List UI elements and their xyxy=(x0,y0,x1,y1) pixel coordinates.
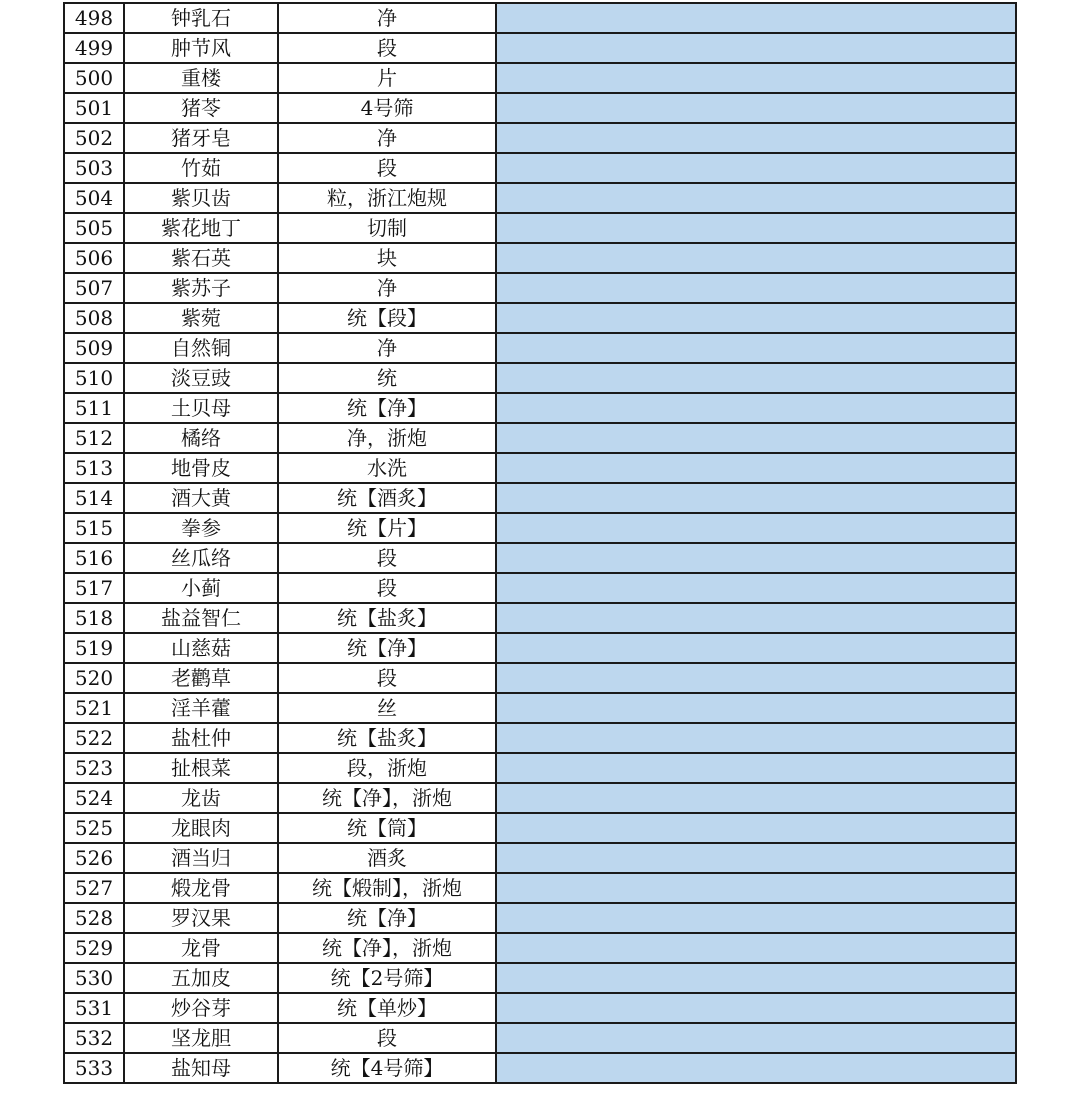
row-number-cell: 527 xyxy=(64,873,124,903)
row-number-cell: 523 xyxy=(64,753,124,783)
blank-filled-cell xyxy=(496,393,1016,423)
processing-spec-cell: 段 xyxy=(278,543,496,573)
row-number-cell: 522 xyxy=(64,723,124,753)
table-row xyxy=(64,903,1016,933)
herb-name-cell: 紫石英 xyxy=(124,243,278,273)
processing-spec-cell: 净 xyxy=(278,333,496,363)
row-number-cell: 510 xyxy=(64,363,124,393)
table-row xyxy=(64,723,1016,753)
processing-spec-cell: 统【单炒】 xyxy=(278,993,496,1023)
row-number-cell: 514 xyxy=(64,483,124,513)
processing-spec-cell: 片 xyxy=(278,63,496,93)
table-row xyxy=(64,1023,1016,1053)
table-row xyxy=(64,1053,1016,1083)
blank-filled-cell xyxy=(496,243,1016,273)
blank-filled-cell xyxy=(496,603,1016,633)
row-number-cell: 500 xyxy=(64,63,124,93)
table-row xyxy=(64,33,1016,63)
table-row xyxy=(64,423,1016,453)
blank-filled-cell xyxy=(496,423,1016,453)
herb-name-cell: 小蓟 xyxy=(124,573,278,603)
row-number-cell: 504 xyxy=(64,183,124,213)
herb-name-cell: 橘络 xyxy=(124,423,278,453)
blank-filled-cell xyxy=(496,303,1016,333)
processing-spec-cell: 统 xyxy=(278,363,496,393)
row-number-cell: 526 xyxy=(64,843,124,873)
row-number-cell: 530 xyxy=(64,963,124,993)
blank-filled-cell xyxy=(496,783,1016,813)
blank-filled-cell xyxy=(496,1053,1016,1083)
processing-spec-cell: 段 xyxy=(278,663,496,693)
herb-name-cell: 钟乳石 xyxy=(124,3,278,33)
row-number-cell: 529 xyxy=(64,933,124,963)
blank-filled-cell xyxy=(496,153,1016,183)
herb-name-cell: 紫贝齿 xyxy=(124,183,278,213)
blank-filled-cell xyxy=(496,843,1016,873)
blank-filled-cell xyxy=(496,183,1016,213)
processing-spec-cell: 统【盐炙】 xyxy=(278,603,496,633)
herb-name-cell: 酒大黄 xyxy=(124,483,278,513)
blank-filled-cell xyxy=(496,903,1016,933)
table-row xyxy=(64,663,1016,693)
table-row xyxy=(64,933,1016,963)
blank-filled-cell xyxy=(496,693,1016,723)
blank-filled-cell xyxy=(496,663,1016,693)
herb-name-cell: 罗汉果 xyxy=(124,903,278,933)
table-row xyxy=(64,483,1016,513)
row-number-cell: 517 xyxy=(64,573,124,603)
table-row xyxy=(64,63,1016,93)
processing-spec-cell: 统【净】 xyxy=(278,393,496,423)
herb-name-cell: 拳参 xyxy=(124,513,278,543)
processing-spec-cell: 统【煅制】，浙炮 xyxy=(278,873,496,903)
herb-name-cell: 肿节风 xyxy=(124,33,278,63)
herb-name-cell: 猪苓 xyxy=(124,93,278,123)
row-number-cell: 515 xyxy=(64,513,124,543)
blank-filled-cell xyxy=(496,333,1016,363)
row-number-cell: 531 xyxy=(64,993,124,1023)
processing-spec-cell: 段 xyxy=(278,153,496,183)
row-number-cell: 521 xyxy=(64,693,124,723)
herb-name-cell: 猪牙皂 xyxy=(124,123,278,153)
row-number-cell: 502 xyxy=(64,123,124,153)
blank-filled-cell xyxy=(496,963,1016,993)
processing-spec-cell: 净，浙炮 xyxy=(278,423,496,453)
herb-name-cell: 老鹳草 xyxy=(124,663,278,693)
herb-name-cell: 地骨皮 xyxy=(124,453,278,483)
processing-spec-cell: 酒炙 xyxy=(278,843,496,873)
table-row xyxy=(64,273,1016,303)
blank-filled-cell xyxy=(496,573,1016,603)
processing-spec-cell: 净 xyxy=(278,123,496,153)
table-row xyxy=(64,813,1016,843)
table-row xyxy=(64,783,1016,813)
blank-filled-cell xyxy=(496,813,1016,843)
blank-filled-cell xyxy=(496,543,1016,573)
blank-filled-cell xyxy=(496,993,1016,1023)
herb-name-cell: 炒谷芽 xyxy=(124,993,278,1023)
blank-filled-cell xyxy=(496,723,1016,753)
processing-spec-cell: 段 xyxy=(278,1023,496,1053)
blank-filled-cell xyxy=(496,633,1016,663)
herb-name-cell: 盐杜仲 xyxy=(124,723,278,753)
herb-name-cell: 土贝母 xyxy=(124,393,278,423)
processing-spec-cell: 段 xyxy=(278,33,496,63)
processing-spec-cell: 4号筛 xyxy=(278,93,496,123)
table-row xyxy=(64,363,1016,393)
row-number-cell: 520 xyxy=(64,663,124,693)
table-row xyxy=(64,513,1016,543)
table-row xyxy=(64,693,1016,723)
row-number-cell: 528 xyxy=(64,903,124,933)
herb-name-cell: 紫菀 xyxy=(124,303,278,333)
table-row xyxy=(64,843,1016,873)
herb-name-cell: 重楼 xyxy=(124,63,278,93)
herb-name-cell: 龙齿 xyxy=(124,783,278,813)
herb-name-cell: 五加皮 xyxy=(124,963,278,993)
table-row xyxy=(64,183,1016,213)
processing-spec-cell: 统【4号筛】 xyxy=(278,1053,496,1083)
table-row xyxy=(64,633,1016,663)
blank-filled-cell xyxy=(496,513,1016,543)
processing-spec-cell: 切制 xyxy=(278,213,496,243)
blank-filled-cell xyxy=(496,123,1016,153)
processing-spec-cell: 统【片】 xyxy=(278,513,496,543)
blank-filled-cell xyxy=(496,363,1016,393)
table-row xyxy=(64,303,1016,333)
table-row xyxy=(64,753,1016,783)
processing-spec-cell: 统【净】，浙炮 xyxy=(278,933,496,963)
row-number-cell: 533 xyxy=(64,1053,124,1083)
blank-filled-cell xyxy=(496,33,1016,63)
processing-spec-cell: 统【2号筛】 xyxy=(278,963,496,993)
blank-filled-cell xyxy=(496,453,1016,483)
processing-spec-cell: 统【筒】 xyxy=(278,813,496,843)
herb-name-cell: 盐知母 xyxy=(124,1053,278,1083)
herb-name-cell: 竹茹 xyxy=(124,153,278,183)
table-row xyxy=(64,993,1016,1023)
processing-spec-cell: 净 xyxy=(278,3,496,33)
blank-filled-cell xyxy=(496,93,1016,123)
blank-filled-cell xyxy=(496,1023,1016,1053)
table-row xyxy=(64,243,1016,273)
row-number-cell: 513 xyxy=(64,453,124,483)
herb-name-cell: 龙眼肉 xyxy=(124,813,278,843)
blank-filled-cell xyxy=(496,213,1016,243)
processing-spec-cell: 净 xyxy=(278,273,496,303)
processing-spec-cell: 水洗 xyxy=(278,453,496,483)
blank-filled-cell xyxy=(496,3,1016,33)
processing-spec-cell: 段，浙炮 xyxy=(278,753,496,783)
table-row xyxy=(64,93,1016,123)
table-row xyxy=(64,333,1016,363)
row-number-cell: 519 xyxy=(64,633,124,663)
row-number-cell: 525 xyxy=(64,813,124,843)
row-number-cell: 505 xyxy=(64,213,124,243)
processing-spec-cell: 统【盐炙】 xyxy=(278,723,496,753)
processing-spec-cell: 统【净】 xyxy=(278,633,496,663)
processing-spec-cell: 丝 xyxy=(278,693,496,723)
herb-name-cell: 扯根菜 xyxy=(124,753,278,783)
herb-spec-table xyxy=(63,2,1017,1084)
table-body xyxy=(64,3,1016,1083)
row-number-cell: 499 xyxy=(64,33,124,63)
processing-spec-cell: 段 xyxy=(278,573,496,603)
table-row xyxy=(64,213,1016,243)
row-number-cell: 507 xyxy=(64,273,124,303)
herb-name-cell: 淡豆豉 xyxy=(124,363,278,393)
herb-name-cell: 煅龙骨 xyxy=(124,873,278,903)
blank-filled-cell xyxy=(496,483,1016,513)
table-row xyxy=(64,963,1016,993)
table-row xyxy=(64,543,1016,573)
processing-spec-cell: 统【净】，浙炮 xyxy=(278,783,496,813)
herb-name-cell: 坚龙胆 xyxy=(124,1023,278,1053)
table-row xyxy=(64,393,1016,423)
herb-name-cell: 淫羊藿 xyxy=(124,693,278,723)
table-row xyxy=(64,123,1016,153)
row-number-cell: 498 xyxy=(64,3,124,33)
table-row xyxy=(64,3,1016,33)
blank-filled-cell xyxy=(496,933,1016,963)
table-row xyxy=(64,453,1016,483)
row-number-cell: 501 xyxy=(64,93,124,123)
herb-name-cell: 龙骨 xyxy=(124,933,278,963)
row-number-cell: 518 xyxy=(64,603,124,633)
table-row xyxy=(64,603,1016,633)
table-row xyxy=(64,573,1016,603)
row-number-cell: 511 xyxy=(64,393,124,423)
herb-name-cell: 紫苏子 xyxy=(124,273,278,303)
table-row xyxy=(64,873,1016,903)
row-number-cell: 508 xyxy=(64,303,124,333)
herb-name-cell: 自然铜 xyxy=(124,333,278,363)
herb-name-cell: 盐益智仁 xyxy=(124,603,278,633)
row-number-cell: 516 xyxy=(64,543,124,573)
row-number-cell: 503 xyxy=(64,153,124,183)
herb-name-cell: 山慈菇 xyxy=(124,633,278,663)
blank-filled-cell xyxy=(496,63,1016,93)
row-number-cell: 506 xyxy=(64,243,124,273)
herb-name-cell: 酒当归 xyxy=(124,843,278,873)
processing-spec-cell: 统【段】 xyxy=(278,303,496,333)
processing-spec-cell: 统【酒炙】 xyxy=(278,483,496,513)
table-row xyxy=(64,153,1016,183)
blank-filled-cell xyxy=(496,873,1016,903)
herb-name-cell: 紫花地丁 xyxy=(124,213,278,243)
row-number-cell: 524 xyxy=(64,783,124,813)
row-number-cell: 532 xyxy=(64,1023,124,1053)
processing-spec-cell: 块 xyxy=(278,243,496,273)
herb-name-cell: 丝瓜络 xyxy=(124,543,278,573)
row-number-cell: 509 xyxy=(64,333,124,363)
row-number-cell: 512 xyxy=(64,423,124,453)
blank-filled-cell xyxy=(496,753,1016,783)
processing-spec-cell: 统【净】 xyxy=(278,903,496,933)
processing-spec-cell: 粒，浙江炮规 xyxy=(278,183,496,213)
blank-filled-cell xyxy=(496,273,1016,303)
